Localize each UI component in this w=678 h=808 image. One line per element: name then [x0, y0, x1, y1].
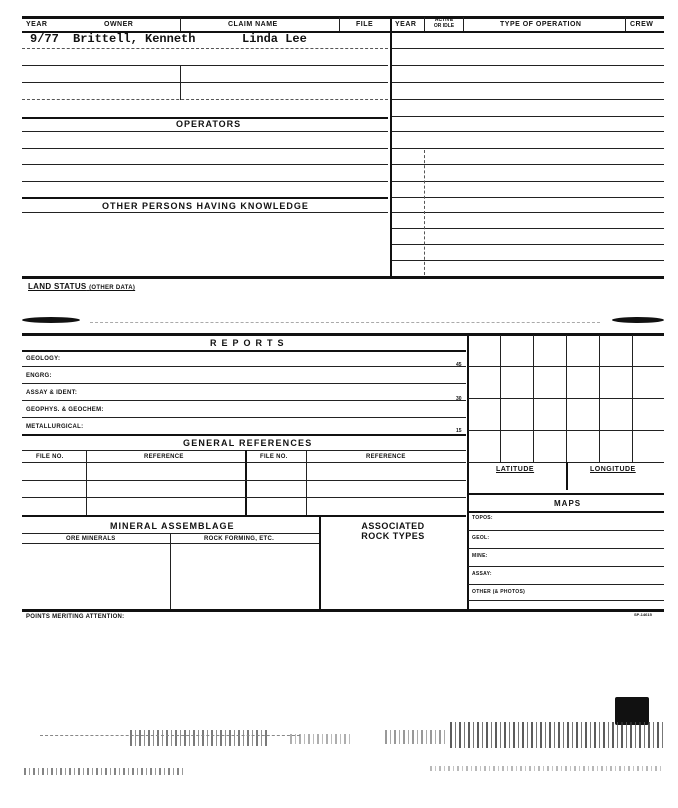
- grid-line: [533, 335, 534, 463]
- ore-minerals-header: ORE MINERALS: [66, 536, 116, 542]
- operators-heading: OPERATORS: [176, 119, 242, 129]
- owner-row-line: [22, 48, 388, 49]
- header-divider: [625, 17, 626, 31]
- col-header-file: FILE: [356, 21, 374, 28]
- general-references-rule: [22, 450, 466, 451]
- points-meriting-attention-label: POINTS MERITING ATTENTION:: [26, 614, 125, 620]
- latitude-label: LATITUDE: [496, 466, 535, 473]
- grid-line: [500, 335, 501, 463]
- scan-noise: [450, 722, 665, 748]
- operation-row-line: [392, 82, 664, 83]
- operation-row-line: [392, 228, 664, 229]
- other-persons-rule: [22, 212, 388, 213]
- ref-divider-center: [245, 450, 247, 516]
- header-divider: [180, 17, 181, 31]
- operation-row-line: [392, 260, 664, 261]
- maps-other-label: OTHER (& PHOTOS): [472, 589, 526, 595]
- associated-label-2: ROCK TYPES: [361, 531, 425, 541]
- entry-claim-name: Linda Lee: [242, 32, 307, 46]
- grid-line: [468, 366, 664, 367]
- ref-file-no-header-2: FILE NO.: [260, 454, 288, 460]
- owner-row-line: [22, 65, 388, 66]
- col-header-crew: CREW: [630, 21, 654, 28]
- margin-number-30: 30: [456, 396, 462, 402]
- owner-row-line: [22, 99, 388, 100]
- reports-right-divider: [467, 335, 469, 609]
- associated-rock-types-heading: [320, 521, 466, 541]
- col-header-claim-name: CLAIM NAME: [228, 21, 278, 28]
- report-geology-label: GEOLOGY:: [26, 356, 61, 362]
- report-row-line: [22, 417, 466, 418]
- land-status-top-rule: [22, 276, 664, 279]
- grid-line: [566, 335, 567, 463]
- maps-row-line: [468, 600, 664, 601]
- operation-row-line: [392, 244, 664, 245]
- general-references-heading: GENERAL REFERENCES: [183, 438, 313, 448]
- scan-noise: [430, 766, 664, 771]
- ref-header-rule: [22, 462, 466, 463]
- land-status-sub-label: (OTHER DATA): [89, 285, 136, 291]
- maps-row-line: [468, 566, 664, 567]
- maps-row-line: [468, 584, 664, 585]
- ref-reference-header-2: REFERENCE: [366, 454, 406, 460]
- form-code: SP-14615: [634, 612, 652, 617]
- operators-row-line: [22, 148, 388, 149]
- rock-forming-header: ROCK FORMING, ETC.: [204, 536, 275, 542]
- mineral-divider: [170, 533, 171, 609]
- report-geophys-label: GEOPHYS. & GEOCHEM:: [26, 407, 104, 413]
- entry-owner: Brittell, Kenneth: [73, 32, 196, 46]
- col-header-active: [426, 17, 462, 29]
- operation-row-line: [392, 48, 664, 49]
- reports-rule: [22, 350, 466, 352]
- maps-mine-label: MINE:: [472, 553, 488, 559]
- header-divider: [424, 17, 425, 31]
- operation-row-line: [392, 99, 664, 100]
- scan-noise: [385, 730, 445, 744]
- reports-top-rule: [22, 333, 664, 336]
- ref-divider: [306, 450, 307, 516]
- report-row-line: [22, 400, 466, 401]
- land-status-label: LAND STATUS: [28, 282, 87, 291]
- land-status-heading: [28, 282, 135, 291]
- reports-heading: REPORTS: [210, 338, 289, 348]
- ref-row-line: [22, 497, 466, 498]
- scan-faint-line: [40, 735, 300, 736]
- owner-row-line: [22, 82, 388, 83]
- maps-geol-label: GEOL:: [472, 535, 490, 541]
- operators-row-line: [22, 164, 388, 165]
- scan-noise-block: [615, 697, 649, 725]
- maps-rule: [468, 511, 664, 513]
- operation-row-line: [392, 212, 664, 213]
- maps-top-rule: [468, 493, 664, 495]
- report-row-line: [22, 383, 466, 384]
- operation-dashed-divider: [424, 150, 425, 275]
- associated-label-1: ASSOCIATED: [361, 521, 425, 531]
- longitude-label: LONGITUDE: [590, 466, 636, 473]
- scan-noise: [130, 730, 270, 746]
- main-column-divider: [390, 17, 392, 277]
- header-divider: [339, 17, 340, 31]
- ref-file-no-header-1: FILE NO.: [36, 454, 64, 460]
- grid-line: [468, 430, 664, 431]
- points-top-rule: [22, 609, 664, 612]
- operation-row-line: [392, 148, 664, 149]
- maps-heading: MAPS: [554, 499, 582, 508]
- other-persons-top-rule: [22, 197, 388, 199]
- mineral-top-rule: [22, 515, 466, 517]
- grid-line: [599, 335, 600, 463]
- active-label-2: OR IDLE: [433, 23, 455, 29]
- col-header-type-of-operation: TYPE OF OPERATION: [500, 21, 582, 28]
- other-persons-heading: OTHER PERSONS HAVING KNOWLEDGE: [102, 201, 309, 211]
- operation-row-line: [392, 131, 664, 132]
- entry-year: 9/77: [30, 32, 59, 46]
- report-metallurgical-label: METALLURGICAL:: [26, 424, 84, 430]
- ink-smudge: [612, 317, 664, 323]
- report-engrg-label: ENGRG:: [26, 373, 52, 379]
- owner-divider: [180, 65, 181, 100]
- operation-row-line: [392, 197, 664, 198]
- mineral-assemblage-heading: MINERAL ASSEMBLAGE: [110, 521, 235, 531]
- col-header-year-2: YEAR: [395, 21, 417, 28]
- maps-row-line: [468, 530, 664, 531]
- maps-assay-label: ASSAY:: [472, 571, 492, 577]
- scan-noise: [24, 768, 184, 775]
- col-header-year: YEAR: [26, 21, 48, 28]
- ink-smudge: [22, 317, 80, 323]
- margin-number-45: 45: [456, 362, 462, 368]
- ref-reference-header-1: REFERENCE: [144, 454, 184, 460]
- ref-row-line: [22, 480, 466, 481]
- maps-topos-label: TOPOS:: [472, 515, 493, 521]
- col-header-owner: OWNER: [104, 21, 134, 28]
- ref-divider: [86, 450, 87, 516]
- maps-row-line: [468, 548, 664, 549]
- general-references-top-rule: [22, 434, 466, 436]
- operators-rule: [22, 131, 388, 132]
- header-divider: [463, 17, 464, 31]
- grid-line: [468, 398, 664, 399]
- report-row-line: [22, 366, 466, 367]
- top-border: [22, 16, 664, 19]
- active-label-1: ACTIVE: [434, 17, 454, 23]
- operators-row-line: [22, 181, 388, 182]
- operation-row-line: [392, 181, 664, 182]
- operation-row-line: [392, 65, 664, 66]
- margin-number-15: 15: [456, 428, 462, 434]
- operation-row-line: [392, 116, 664, 117]
- report-assay-label: ASSAY & IDENT:: [26, 390, 78, 396]
- lat-long-divider: [566, 462, 568, 490]
- land-status-faint-line: [90, 322, 600, 323]
- operation-row-line: [392, 164, 664, 165]
- grid-line: [632, 335, 633, 463]
